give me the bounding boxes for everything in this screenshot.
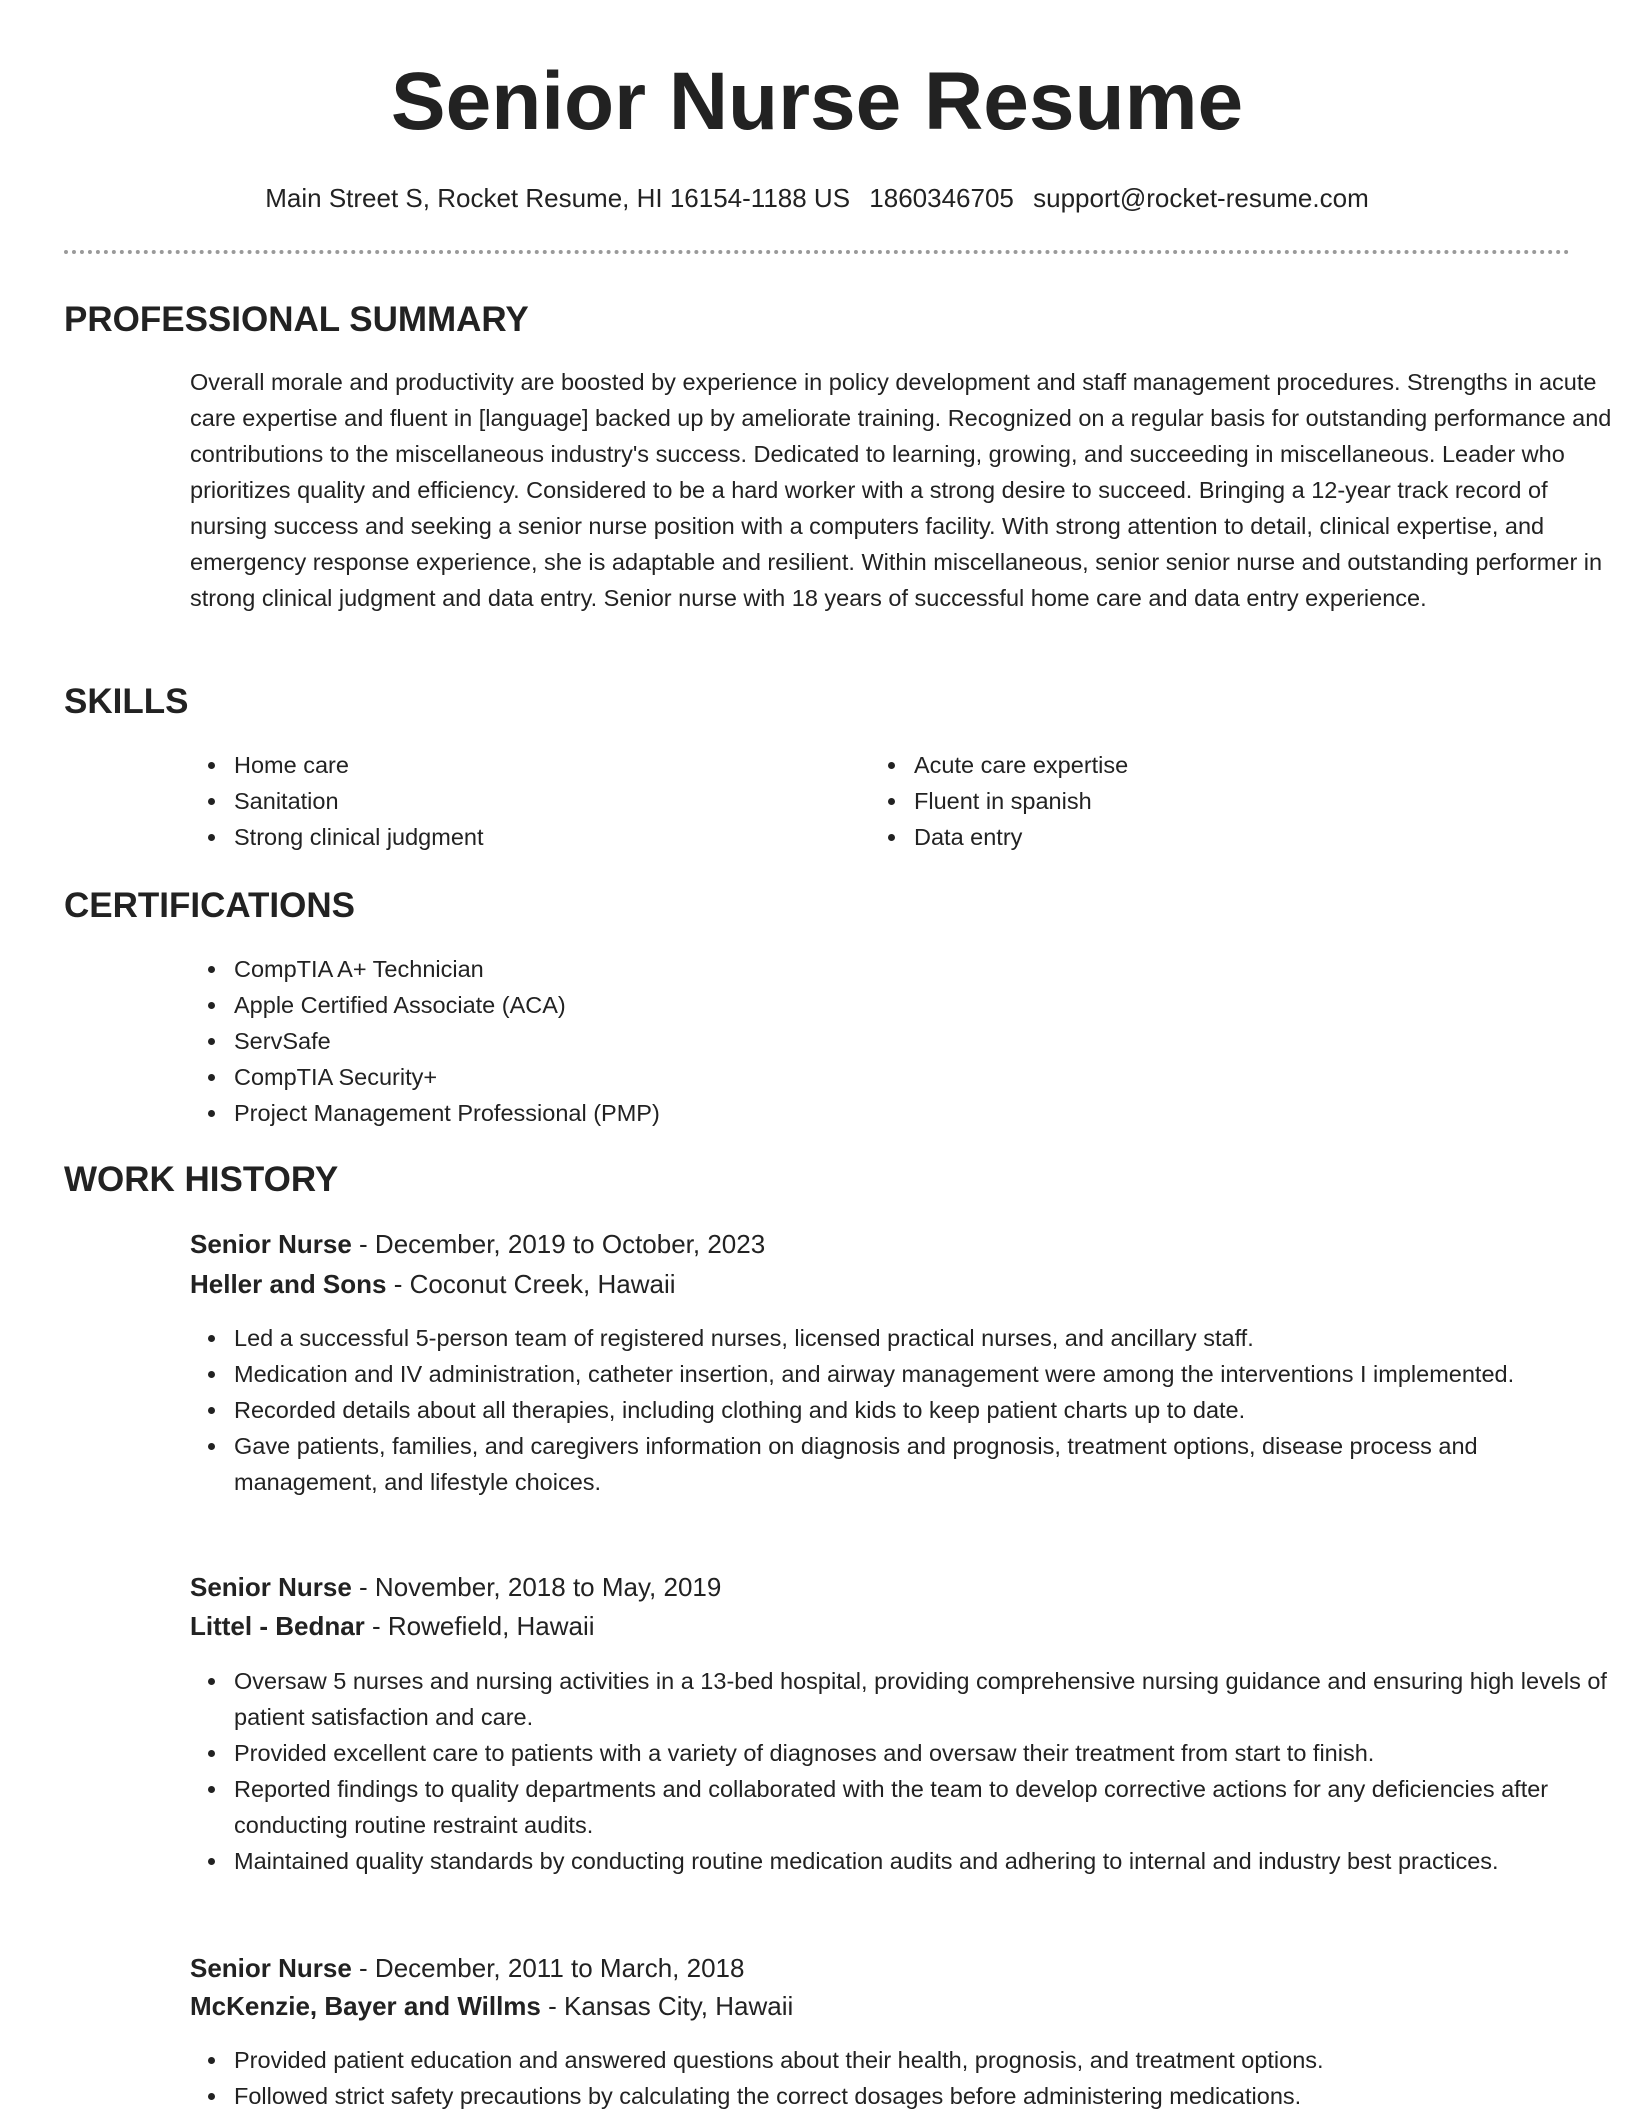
job-company-line: [190, 1988, 793, 2024]
job-title-line: [190, 1226, 765, 1262]
job-dates: - December, 2019 to October, 2023: [351, 1229, 766, 1259]
skills-heading: SKILLS: [64, 682, 189, 721]
job-company: Heller and Sons: [190, 1269, 387, 1299]
list-item: Home care: [234, 747, 864, 783]
list-item: Data entry: [914, 819, 1604, 855]
list-item: Medication and IV administration, catheter insertion, and airway management were among the interventions I implemented.: [234, 1356, 1614, 1392]
header-divider: [64, 250, 1570, 254]
list-item: Maintained quality standards by conducting routine medication audits and adhering to internal and industry best practices.: [234, 1843, 1614, 1879]
list-item: Strong clinical judgment: [234, 819, 864, 855]
job-title: Senior Nurse: [190, 1953, 352, 1983]
summary-heading: PROFESSIONAL SUMMARY: [64, 300, 529, 339]
job-bullets: [190, 1663, 1614, 1879]
list-item: CompTIA Security+: [234, 1059, 1604, 1095]
job-company-line: [190, 1266, 676, 1302]
job-location: - Coconut Creek, Hawaii: [386, 1269, 676, 1299]
list-item: Provided excellent care to patients with a variety of diagnoses and oversaw their treatment from start to finish.: [234, 1735, 1614, 1771]
job-location: - Kansas City, Hawaii: [540, 1991, 794, 2021]
list-item: Provided patient education and answered questions about their health, prognosis, and treatment options.: [234, 2042, 1614, 2078]
job-company-line: [190, 1608, 595, 1644]
job-bullets: [190, 1320, 1614, 1500]
job-dates: - December, 2011 to March, 2018: [351, 1953, 745, 1983]
list-item: Project Management Professional (PMP): [234, 1095, 1604, 1131]
job-title: Senior Nurse: [190, 1572, 352, 1602]
job-bullets: [190, 2042, 1614, 2114]
list-item: Oversaw 5 nurses and nursing activities in a 13-bed hospital, providing comprehensive nursing guidance and ensuring high levels of patient satisfaction and care.: [234, 1663, 1614, 1735]
job-company: Littel - Bednar: [190, 1611, 365, 1641]
job-company: McKenzie, Bayer and Willms: [190, 1991, 541, 2021]
certifications-list: [190, 951, 1604, 1131]
list-item: Reported findings to quality departments and collaborated with the team to develop corrective actions for any deficiencies after conducting routine restraint audits.: [234, 1771, 1614, 1843]
skills-list-left: [190, 747, 864, 855]
list-item: ServSafe: [234, 1023, 1604, 1059]
list-item: Fluent in spanish: [914, 783, 1604, 819]
list-item: Gave patients, families, and caregivers information on diagnosis and prognosis, treatment options, disease process and management, and lifestyle choices.: [234, 1428, 1614, 1500]
job-title-line: [190, 1569, 721, 1605]
summary-text: Overall morale and productivity are boosted by experience in policy development and staff management procedures. Strengths in acute care expertise and fluent in [language] backed up by ameliorate training. Recognized on a regular basis for outstanding performance and contributions to the miscellaneous industry's success. Dedicated to learning, growing, and succeeding in miscellaneous. Leader who prioritizes quality and efficiency. Considered to be a hard worker with a strong desire to succeed. Bringing a 12-year track record of nursing success and seeking a senior nurse position with a computers facility. With strong attention to detail, clinical expertise, and emergency response experience, she is adaptable and resilient. Within miscellaneous, senior senior nurse and outstanding performer in strong clinical judgment and data entry. Senior nurse with 18 years of successful home care and data entry experience.: [190, 369, 1612, 611]
certifications-heading: CERTIFICATIONS: [64, 886, 356, 925]
job-title-line: [190, 1950, 744, 1986]
resume-title: Senior Nurse Resume: [390, 56, 1244, 147]
contact-address: Main Street S, Rocket Resume, HI 16154-1188 US: [265, 183, 851, 213]
job-title: Senior Nurse: [190, 1229, 352, 1259]
contact-email: support@rocket-resume.com: [1033, 183, 1369, 213]
list-item: Led a successful 5-person team of registered nurses, licensed practical nurses, and ancillary staff.: [234, 1320, 1614, 1356]
list-item: Recorded details about all therapies, including clothing and kids to keep patient charts up to date.: [234, 1392, 1614, 1428]
contact-phone: 1860346705: [869, 183, 1014, 213]
job-dates: - November, 2018 to May, 2019: [351, 1572, 722, 1602]
list-item: Sanitation: [234, 783, 864, 819]
contact-line: [64, 180, 1570, 216]
list-item: CompTIA A+ Technician: [234, 951, 1604, 987]
work-history-heading: WORK HISTORY: [64, 1160, 339, 1199]
skills-list-right: [870, 747, 1604, 855]
list-item: Apple Certified Associate (ACA): [234, 987, 1604, 1023]
list-item: Followed strict safety precautions by calculating the correct dosages before administering medications.: [234, 2078, 1614, 2114]
list-item: Acute care expertise: [914, 747, 1604, 783]
job-location: - Rowefield, Hawaii: [364, 1611, 595, 1641]
